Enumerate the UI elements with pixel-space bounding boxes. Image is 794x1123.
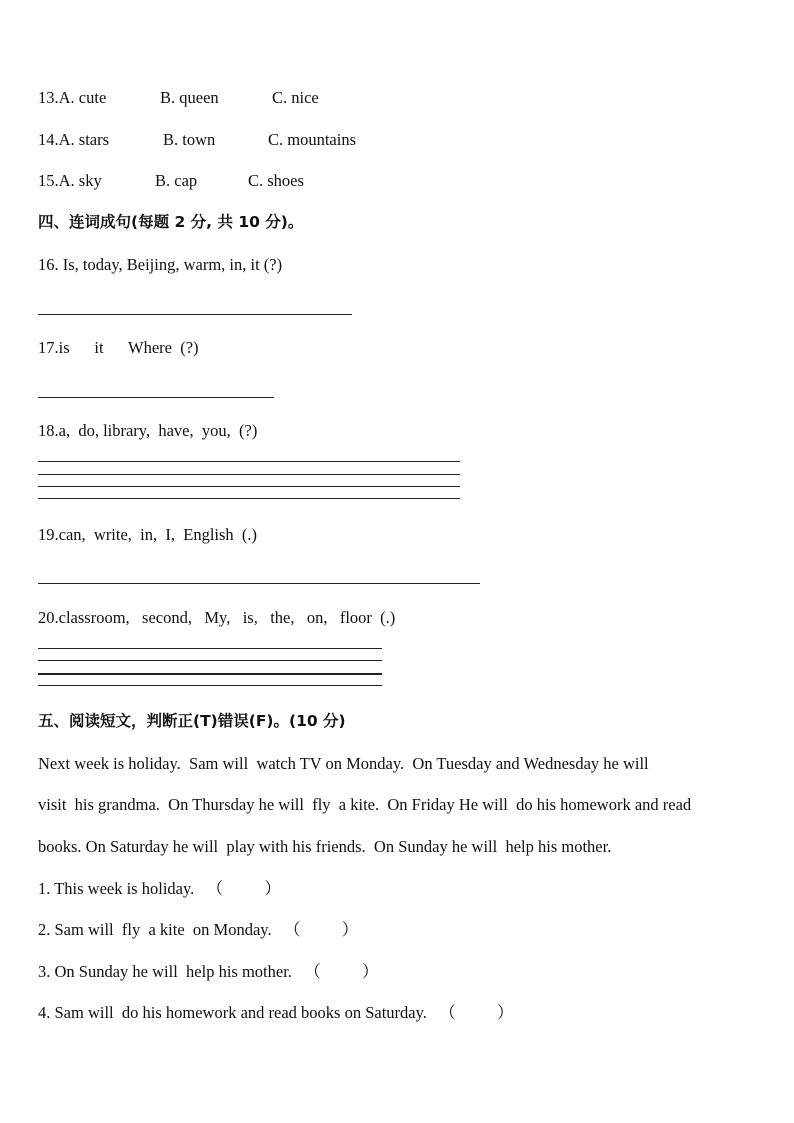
item-words: a, do, library, have, you, (?) xyxy=(58,421,258,440)
option-b: B. queen xyxy=(160,88,219,107)
item-number: 19. xyxy=(38,525,59,544)
item-number: 16. xyxy=(38,255,59,274)
tf-question-2 xyxy=(38,920,358,940)
tf-question-4 xyxy=(38,1003,514,1023)
answer-line[interactable] xyxy=(38,461,460,462)
question-text: 2. Sam will fly a kite on Monday. xyxy=(38,920,272,939)
item-number: 17. xyxy=(38,338,59,357)
sentence-item-20 xyxy=(38,608,395,628)
item-words: Is, today, Beijing, warm, in, it (?) xyxy=(58,255,283,274)
answer-blank[interactable]: （ ） xyxy=(304,962,379,981)
item-words: can, write, in, I, English (.) xyxy=(58,525,258,544)
passage-line: visit his grandma. On Thursday he will fly a kite. On Friday He will do his homework and read xyxy=(38,795,692,814)
choice-item-15 xyxy=(38,171,304,191)
answer-line[interactable] xyxy=(38,660,382,661)
answer-blank[interactable]: （ ） xyxy=(206,879,281,898)
item-number: 18. xyxy=(38,421,59,440)
sentence-item-17 xyxy=(38,338,199,358)
sentence-item-18 xyxy=(38,421,257,441)
answer-line[interactable] xyxy=(38,397,274,398)
option-c: C. nice xyxy=(272,88,319,107)
answer-blank[interactable]: （ ） xyxy=(439,1003,514,1022)
item-number: 15. xyxy=(38,171,59,190)
section4-heading: 四、连词成句(每题 2 分, 共 10 分)。 xyxy=(38,213,304,231)
question-text: 4. Sam will do his homework and read books on Saturday. xyxy=(38,1003,427,1022)
question-text: 1. This week is holiday. xyxy=(38,879,195,898)
item-number: 13. xyxy=(38,88,59,107)
section5-heading: 五、阅读短文，判断正(T)错误(F)。(10 分) xyxy=(38,712,346,730)
item-number: 14. xyxy=(38,130,59,149)
sentence-item-16 xyxy=(38,255,282,275)
answer-line[interactable] xyxy=(38,673,382,675)
choice-item-14 xyxy=(38,130,357,150)
item-words: is it Where (?) xyxy=(58,338,199,357)
sentence-item-19 xyxy=(38,525,257,545)
option-a: A. cute xyxy=(58,88,107,107)
option-a: A. stars xyxy=(58,130,110,149)
answer-line[interactable] xyxy=(38,685,382,686)
tf-question-1 xyxy=(38,879,281,899)
tf-question-3 xyxy=(38,962,379,982)
passage-line: Next week is holiday. Sam will watch TV on Monday. On Tuesday and Wednesday he will xyxy=(38,754,649,773)
item-number: 20. xyxy=(38,608,59,627)
option-c: C. shoes xyxy=(248,171,304,190)
answer-blank[interactable]: （ ） xyxy=(283,920,359,939)
option-a: A. sky xyxy=(58,171,102,190)
answer-line[interactable] xyxy=(38,474,460,475)
option-b: B. town xyxy=(163,130,216,149)
answer-line[interactable] xyxy=(38,498,460,499)
question-text: 3. On Sunday he will help his mother. xyxy=(38,962,292,981)
answer-line[interactable] xyxy=(38,314,352,315)
option-b: B. cap xyxy=(155,171,198,190)
answer-line[interactable] xyxy=(38,648,382,649)
option-c: C. mountains xyxy=(268,130,357,149)
answer-line[interactable] xyxy=(38,583,480,584)
answer-line[interactable] xyxy=(38,486,460,487)
item-words: classroom, second, My, is, the, on, floor (.) xyxy=(58,608,396,627)
choice-item-13 xyxy=(38,88,319,108)
passage-line: books. On Saturday he will play with his friends. On Sunday he will help his mother. xyxy=(38,837,612,856)
